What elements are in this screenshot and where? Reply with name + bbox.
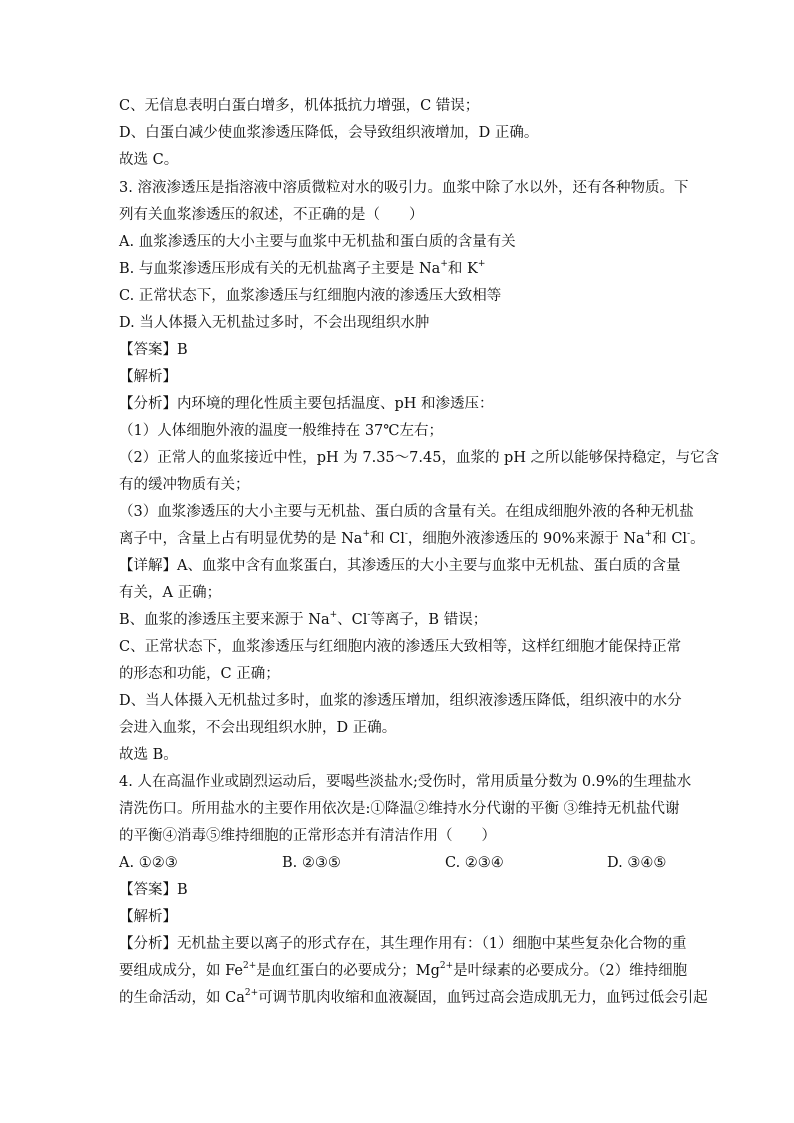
q3-analysis-line-2: （1）人体细胞外液的温度一般维持在 37℃左右； xyxy=(119,423,444,439)
q3-detail-line-7: 会进入血浆，不会出现组织水肿，D 正确。 xyxy=(119,720,397,736)
ion-charge: + xyxy=(477,259,486,270)
ion-charge: - xyxy=(404,529,408,540)
q4-option-c: C. ②③④ xyxy=(445,855,504,871)
q4-option-b: B. ②③⑤ xyxy=(282,855,341,871)
q4-answer: 【答案】B xyxy=(119,882,188,898)
q4-stem-line-2: 清洗伤口。所用盐水的主要作用依次是:①降温②维持水分代谢的平衡 ③维持无机盐代谢 xyxy=(119,801,680,817)
q3-answer: 【答案】B xyxy=(119,342,188,358)
q3-detail-line-5: 的形态和功能，C 正确； xyxy=(119,666,280,682)
q3-analysis-text: 离子中，含量上占有明显优势的是 Na xyxy=(119,531,363,547)
q4-analysis-text: 可调节肌肉收缩和血液凝固，血钙过高会造成肌无力，血钙过低会引起 xyxy=(258,990,708,1006)
ion-charge: 2+ xyxy=(439,961,454,972)
ion-charge: + xyxy=(362,529,370,540)
q3-option-a: A. 血浆渗透压的大小主要与血浆中无机盐和蛋白质的含量有关 xyxy=(119,234,516,250)
ion-charge: + xyxy=(329,610,338,621)
q4-analysis-line-2 xyxy=(119,961,688,981)
q4-analysis-text: 的生命活动，如 Ca xyxy=(119,990,245,1006)
q3-detail-text: 等离子，B 错误； xyxy=(370,612,488,628)
q3-detail-line-1: 【详解】A、血浆中含有血浆蛋白，其渗透压的大小主要与血浆中无机盐、蛋白质的含量 xyxy=(119,558,681,574)
q2-option-d-explanation: D、白蛋白减少使血浆渗透压降低，会导致组织液增加，D 正确。 xyxy=(119,125,539,141)
q4-analysis-heading: 【解析】 xyxy=(119,909,177,925)
q4-options-row xyxy=(119,853,679,873)
q3-detail-line-6: D、当人体摄入无机盐过多时，血浆的渗透压增加，组织液渗透压降低，组织液中的水分 xyxy=(119,693,682,709)
q4-analysis-line-3 xyxy=(119,988,708,1008)
q3-analysis-line-4b xyxy=(119,529,705,549)
q3-stem-line-1: 3. 溶液渗透压是指溶液中溶质微粒对水的吸引力。血浆中除了水以外，还有各种物质。下 xyxy=(119,180,689,196)
q4-option-a: A. ①②③ xyxy=(119,855,178,871)
q3-analysis-line-4a: （3）血浆渗透压的大小主要与无机盐、蛋白质的含量有关。在组成细胞外液的各种无机盐 xyxy=(119,504,694,520)
q3-detail-text: B、血浆的渗透压主要来源于 Na xyxy=(119,612,330,628)
q3-detail-text: 、Cl xyxy=(337,612,368,628)
ion-charge: + xyxy=(644,529,653,540)
q4-analysis-text: 是叶绿素的必要成分。（2）维持细胞 xyxy=(453,963,688,979)
q4-stem-line-3: 的平衡④消毒⑤维持细胞的正常形态并有清洁作用（ ） xyxy=(119,828,496,844)
q3-analysis-text: 和 Cl xyxy=(370,531,405,547)
q3-stem-line-2: 列有关血浆渗透压的叙述，不正确的是（ ） xyxy=(119,207,424,223)
q2-conclusion: 故选 C。 xyxy=(119,152,179,168)
ion-charge: 2+ xyxy=(242,961,257,972)
q3-analysis-heading: 【解析】 xyxy=(119,369,177,385)
ion-charge: - xyxy=(367,610,371,621)
q2-option-c-explanation: C、无信息表明白蛋白增多，机体抵抗力增强，C 错误； xyxy=(119,98,480,114)
q3-detail-line-2: 有关，A 正确； xyxy=(119,585,222,601)
q3-analysis-text: 。 xyxy=(690,531,705,547)
q3-conclusion: 故选 B。 xyxy=(119,747,178,763)
q4-analysis-line-1: 【分析】无机盐主要以离子的形式存在，其生理作用有：（1）细胞中某些复杂化合物的重 xyxy=(119,936,687,952)
q4-analysis-text: 是血红蛋白的必要成分；Mg xyxy=(256,963,440,979)
q3-option-b xyxy=(119,259,679,279)
q3-analysis-line-3b: 有的缓冲物质有关； xyxy=(119,477,250,493)
q3-option-c: C. 正常状态下，血浆渗透压与红细胞内液的渗透压大致相等 xyxy=(119,288,502,304)
q3-option-d: D. 当人体摄入无机盐过多时，不会出现组织水肿 xyxy=(119,315,430,331)
q3-analysis-line-3a: （2）正常人的血浆接近中性，pH 为 7.35～7.45，血浆的 pH 之所以能够保持稳定，与它含 xyxy=(119,450,720,466)
ion-charge: 2+ xyxy=(244,988,259,999)
q3-option-b-text-2: 和 K xyxy=(447,261,478,277)
q3-detail-line-3 xyxy=(119,610,679,630)
q3-analysis-line-1: 【分析】内环境的理化性质主要包括温度、pH 和渗透压： xyxy=(119,396,494,412)
q4-option-d: D. ③④⑤ xyxy=(607,855,667,871)
q4-analysis-text: 要组成成分，如 Fe xyxy=(119,963,243,979)
q3-analysis-text: ，细胞外液渗透压的 90%来源于 Na xyxy=(407,531,645,547)
q4-stem-line-1: 4. 人在高温作业或剧烈运动后，要喝些淡盐水;受伤时，常用质量分数为 0.9%的生理盐水 xyxy=(119,774,692,790)
q3-analysis-text: 和 Cl xyxy=(652,531,688,547)
q3-option-b-text: B. 与血浆渗透压形成有关的无机盐离子主要是 Na xyxy=(119,261,441,277)
q3-detail-line-4: C、正常状态下，血浆渗透压与红细胞内液的渗透压大致相等，这样红细胞才能保持正常 xyxy=(119,639,682,655)
ion-charge: - xyxy=(687,529,691,540)
ion-charge: + xyxy=(440,259,448,270)
